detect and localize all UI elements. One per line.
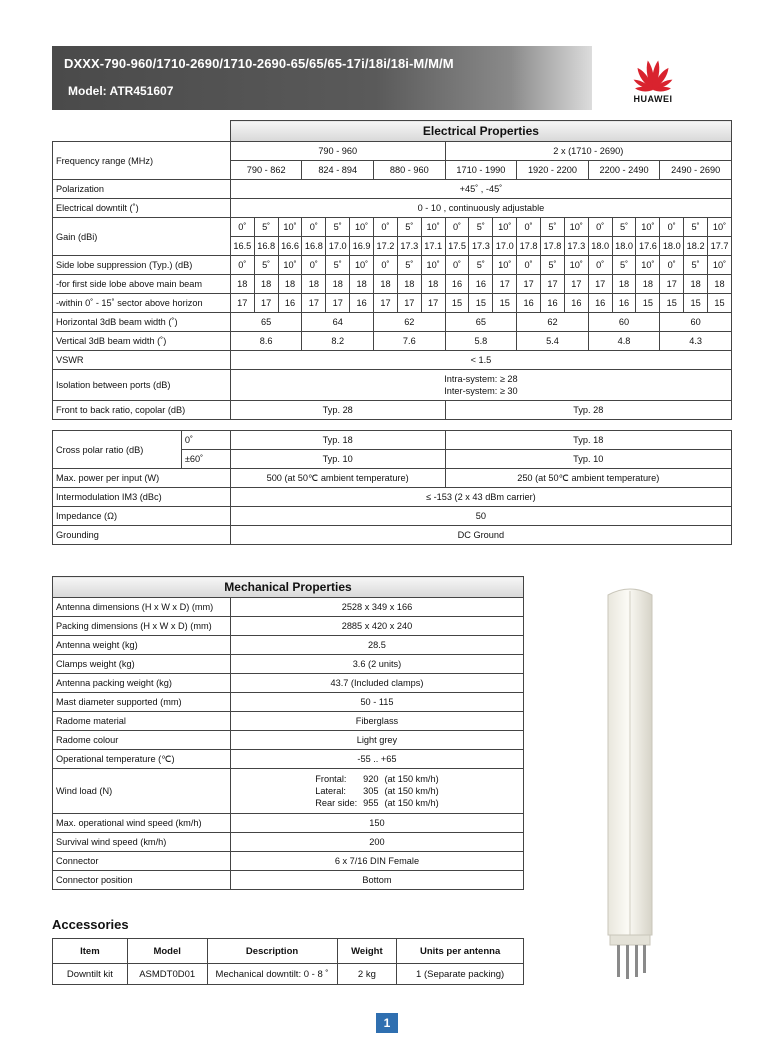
vswr-label: VSWR (53, 351, 231, 370)
gain-value: 18.0 (588, 237, 612, 256)
power-low: 500 (at 50℃ ambient temperature) (230, 469, 445, 488)
mech-row (53, 598, 524, 617)
acc-units: 1 (Separate packing) (397, 964, 524, 985)
sls-value: 18 (230, 275, 254, 294)
tilt-value: 0˚ (374, 256, 398, 275)
tilt-value: 10˚ (421, 218, 445, 237)
mech-label: Clamps weight (kg) (53, 655, 231, 674)
sls-value: 17 (421, 294, 445, 313)
sls-value: 16 (541, 294, 565, 313)
tilt-value: 10˚ (278, 218, 302, 237)
vbw-label: Vertical 3dB beam width (˚) (53, 332, 231, 351)
tilt-value: 0˚ (588, 256, 612, 275)
gain-value: 16.9 (350, 237, 374, 256)
sls-value: 18 (684, 275, 708, 294)
tilt-value: 5˚ (469, 256, 493, 275)
hbw-value: 62 (517, 313, 589, 332)
xpol-label: Cross polar ratio (dB) (53, 431, 182, 469)
mech-label: Radome material (53, 712, 231, 731)
sls-value: 18 (612, 275, 636, 294)
mech-value: 50 - 115 (230, 693, 523, 712)
hbw-value: 65 (230, 313, 302, 332)
tilt-value: 10˚ (564, 218, 588, 237)
wind-load-k: Rear side: (315, 798, 358, 808)
sub-band: 790 - 862 (230, 161, 302, 180)
mech-row (53, 814, 524, 833)
xpol-0-low: Typ. 18 (230, 431, 445, 450)
antenna-illustration (600, 585, 660, 995)
huawei-petals-icon (618, 50, 688, 94)
wind-load-c: (at 150 km/h) (384, 798, 439, 808)
electrical-properties-table-lower (52, 430, 732, 545)
tilt-value: 0˚ (374, 218, 398, 237)
tilt-value: 0˚ (588, 218, 612, 237)
mech-value: Light grey (230, 731, 523, 750)
mech-value: 200 (230, 833, 523, 852)
tilt-value: 5˚ (326, 218, 350, 237)
sls-value: 16 (445, 275, 469, 294)
tilt-value: 0˚ (660, 218, 684, 237)
gain-value: 17.5 (445, 237, 469, 256)
acc-header-description: Description (207, 939, 337, 964)
sub-band: 2490 - 2690 (660, 161, 732, 180)
electrical-title: Electrical Properties (230, 121, 731, 142)
accessories-title: Accessories (52, 917, 129, 932)
electrical-properties-table (52, 120, 732, 420)
mech-label: Antenna dimensions (H x W x D) (mm) (53, 598, 231, 617)
tilt-value: 5˚ (612, 218, 636, 237)
tilt-value: 0˚ (230, 256, 254, 275)
vbw-value: 4.3 (660, 332, 732, 351)
vbw-value: 5.8 (445, 332, 517, 351)
sub-band: 880 - 960 (374, 161, 446, 180)
mech-label: Operational temperature (℃) (53, 750, 231, 769)
gain-value: 16.6 (278, 237, 302, 256)
mech-row (53, 871, 524, 890)
acc-header-item: Item (53, 939, 128, 964)
sls-value: 15 (493, 294, 517, 313)
mech-value: 150 (230, 814, 523, 833)
mech-row (53, 712, 524, 731)
sls-value: 17 (564, 275, 588, 294)
isolation-label: Isolation between ports (dB) (53, 370, 231, 401)
sls-value: 15 (469, 294, 493, 313)
acc-header-model: Model (127, 939, 207, 964)
sls-value: 18 (326, 275, 350, 294)
im3-value: ≤ -153 (2 x 43 dBm carrier) (230, 488, 731, 507)
sls-value: 18 (254, 275, 278, 294)
wind-load-v: 305 (363, 786, 379, 796)
sls-value: 17 (326, 294, 350, 313)
hbw-value: 62 (374, 313, 446, 332)
xpol-angle-0: 0˚ (181, 431, 230, 450)
mech-value: Fiberglass (230, 712, 523, 731)
gain-value: 18.2 (684, 237, 708, 256)
vbw-value: 5.4 (517, 332, 589, 351)
isolation-intra: Intra-system: ≥ 28 (444, 374, 518, 384)
tilt-value: 0˚ (660, 256, 684, 275)
gain-value: 16.8 (254, 237, 278, 256)
gain-value: 17.8 (541, 237, 565, 256)
mech-value: 43.7 (Included clamps) (230, 674, 523, 693)
im3-label: Intermodulation IM3 (dBc) (53, 488, 231, 507)
impedance-label: Impedance (Ω) (53, 507, 231, 526)
gain-value: 17.3 (397, 237, 421, 256)
tilt-value: 0˚ (445, 256, 469, 275)
mechanical-properties-table (52, 576, 524, 890)
gain-value: 16.8 (302, 237, 326, 256)
tilt-value: 10˚ (350, 218, 374, 237)
xpol-60-high: Typ. 10 (445, 450, 732, 469)
tilt-value: 0˚ (517, 256, 541, 275)
gain-value: 18.0 (660, 237, 684, 256)
sls-value: 18 (278, 275, 302, 294)
gain-value: 17.8 (517, 237, 541, 256)
mech-label: Mast diameter supported (mm) (53, 693, 231, 712)
acc-description: Mechanical downtilt: 0 - 8 ˚ (207, 964, 337, 985)
sls-value: 17 (374, 294, 398, 313)
sls-value: 18 (636, 275, 660, 294)
sls-value: 17 (517, 275, 541, 294)
isolation-inter: Inter-system: ≥ 30 (444, 386, 518, 396)
sub-band: 1920 - 2200 (517, 161, 589, 180)
wind-load-label: Wind load (N) (53, 769, 231, 814)
vbw-value: 4.8 (588, 332, 660, 351)
sls-value: 17 (493, 275, 517, 294)
tilt-value: 5˚ (254, 218, 278, 237)
header-banner (52, 46, 592, 110)
gain-value: 17.7 (708, 237, 732, 256)
mech-value: 2528 x 349 x 166 (230, 598, 523, 617)
ftb-label: Front to back ratio, copolar (dB) (53, 401, 231, 420)
tilt-value: 5˚ (684, 218, 708, 237)
mech-value: -55 .. +65 (230, 750, 523, 769)
hbw-label: Horizontal 3dB beam width (˚) (53, 313, 231, 332)
tilt-value: 0˚ (445, 218, 469, 237)
sls-value: 16 (517, 294, 541, 313)
tilt-value: 5˚ (469, 218, 493, 237)
acc-header-units: Units per antenna (397, 939, 524, 964)
tilt-value: 5˚ (612, 256, 636, 275)
mech-value: 6 x 7/16 DIN Female (230, 852, 523, 871)
mech-label: Antenna packing weight (kg) (53, 674, 231, 693)
band1: 790 - 960 (230, 142, 445, 161)
sls-label: Side lobe suppression (Typ.) (dB) (53, 256, 231, 275)
polarization-value: +45˚ , -45˚ (230, 180, 731, 199)
vbw-value: 8.2 (302, 332, 374, 351)
tilt-value: 5˚ (397, 218, 421, 237)
tilt-value: 0˚ (517, 218, 541, 237)
mech-row (53, 833, 524, 852)
power-high: 250 (at 50℃ ambient temperature) (445, 469, 732, 488)
vbw-value: 8.6 (230, 332, 302, 351)
band2: 2 x (1710 - 2690) (445, 142, 731, 161)
sls-value: 16 (278, 294, 302, 313)
sls-value: 17 (230, 294, 254, 313)
model-label: Model: ATR451607 (68, 84, 174, 98)
hbw-value: 64 (302, 313, 374, 332)
vbw-value: 7.6 (374, 332, 446, 351)
tilt-value: 10˚ (636, 256, 660, 275)
tilt-value: 5˚ (541, 256, 565, 275)
freq-label: Frequency range (MHz) (53, 142, 231, 180)
sls-row1-label: -for first side lobe above main beam (53, 275, 231, 294)
xpol-0-high: Typ. 18 (445, 431, 732, 450)
brand-name: HUAWEI (633, 94, 673, 104)
sls-value: 18 (708, 275, 732, 294)
mech-row (53, 750, 524, 769)
mech-value: 2885 x 420 x 240 (230, 617, 523, 636)
tilt-value: 10˚ (421, 256, 445, 275)
gain-value: 17.0 (493, 237, 517, 256)
mech-label: Survival wind speed (km/h) (53, 833, 231, 852)
gain-label: Gain (dBi) (53, 218, 231, 256)
sls-value: 16 (612, 294, 636, 313)
tilt-value: 10˚ (493, 256, 517, 275)
acc-weight: 2 kg (337, 964, 397, 985)
tilt-value: 0˚ (230, 218, 254, 237)
sub-band: 2200 - 2490 (588, 161, 660, 180)
tilt-value: 10˚ (708, 218, 732, 237)
mech-row (53, 655, 524, 674)
gain-value: 17.0 (326, 237, 350, 256)
downtilt-value: 0 - 10 , continuously adjustable (230, 199, 731, 218)
sls-row2-label: -within 0˚ - 15˚ sector above horizon (53, 294, 231, 313)
gain-value: 17.1 (421, 237, 445, 256)
mech-label: Connector position (53, 871, 231, 890)
wind-load-v: 920 (363, 774, 379, 784)
tilt-value: 10˚ (564, 256, 588, 275)
tilt-value: 10˚ (708, 256, 732, 275)
mech-value: 3.6 (2 units) (230, 655, 523, 674)
power-label: Max. power per input (W) (53, 469, 231, 488)
polarization-label: Polarization (53, 180, 231, 199)
tilt-value: 10˚ (493, 218, 517, 237)
sls-value: 18 (421, 275, 445, 294)
gain-value: 18.0 (612, 237, 636, 256)
mechanical-title: Mechanical Properties (53, 577, 524, 598)
mech-label: Packing dimensions (H x W x D) (mm) (53, 617, 231, 636)
mech-value: Bottom (230, 871, 523, 890)
tilt-value: 5˚ (684, 256, 708, 275)
sls-value: 17 (397, 294, 421, 313)
mech-value: 28.5 (230, 636, 523, 655)
sub-band: 824 - 894 (302, 161, 374, 180)
mech-label: Connector (53, 852, 231, 871)
wind-load-c: (at 150 km/h) (384, 786, 439, 796)
tilt-value: 5˚ (397, 256, 421, 275)
hbw-value: 65 (445, 313, 517, 332)
mech-row (53, 852, 524, 871)
wind-load-k: Lateral: (315, 786, 346, 796)
hbw-value: 60 (660, 313, 732, 332)
vswr-value: < 1.5 (230, 351, 731, 370)
wind-load-row (53, 769, 524, 814)
sls-value: 16 (588, 294, 612, 313)
mech-row (53, 617, 524, 636)
mech-label: Radome colour (53, 731, 231, 750)
sls-value: 17 (541, 275, 565, 294)
tilt-value: 10˚ (636, 218, 660, 237)
gain-value: 17.2 (374, 237, 398, 256)
sls-value: 15 (684, 294, 708, 313)
sls-value: 16 (564, 294, 588, 313)
impedance-value: 50 (230, 507, 731, 526)
sls-value: 16 (469, 275, 493, 294)
sls-value: 17 (660, 275, 684, 294)
ftb-high: Typ. 28 (445, 401, 731, 420)
mech-label: Antenna weight (kg) (53, 636, 231, 655)
tilt-value: 0˚ (302, 218, 326, 237)
wind-load-k: Frontal: (315, 774, 347, 784)
grounding-label: Grounding (53, 526, 231, 545)
sls-value: 15 (708, 294, 732, 313)
sls-value: 18 (397, 275, 421, 294)
tilt-value: 5˚ (254, 256, 278, 275)
mech-label: Max. operational wind speed (km/h) (53, 814, 231, 833)
sls-value: 18 (374, 275, 398, 294)
gain-value: 17.3 (469, 237, 493, 256)
sls-value: 15 (445, 294, 469, 313)
sls-value: 15 (660, 294, 684, 313)
acc-item: Downtilt kit (53, 964, 128, 985)
hbw-value: 60 (588, 313, 660, 332)
huawei-logo (618, 50, 688, 110)
xpol-60-low: Typ. 10 (230, 450, 445, 469)
mech-row (53, 731, 524, 750)
xpol-angle-60: ±60˚ (181, 450, 230, 469)
acc-header-weight: Weight (337, 939, 397, 964)
sls-value: 18 (350, 275, 374, 294)
sls-value: 17 (588, 275, 612, 294)
ftb-low: Typ. 28 (230, 401, 445, 420)
sls-value: 17 (254, 294, 278, 313)
wind-load-v: 955 (363, 798, 379, 808)
downtilt-label: Electrical downtilt (˚) (53, 199, 231, 218)
accessories-table (52, 938, 524, 985)
grounding-value: DC Ground (230, 526, 731, 545)
tilt-value: 10˚ (278, 256, 302, 275)
sls-value: 17 (302, 294, 326, 313)
gain-value: 17.3 (564, 237, 588, 256)
sls-value: 18 (302, 275, 326, 294)
sub-band: 1710 - 1990 (445, 161, 517, 180)
gain-value: 16.5 (230, 237, 254, 256)
gain-value: 17.6 (636, 237, 660, 256)
product-title: DXXX-790-960/1710-2690/1710-2690-65/65/65-17i/18i/18i-M/M/M (64, 56, 454, 71)
tilt-value: 0˚ (302, 256, 326, 275)
tilt-value: 5˚ (541, 218, 565, 237)
page-number: 1 (376, 1013, 398, 1033)
acc-model: ASMDT0D01 (127, 964, 207, 985)
mech-row (53, 636, 524, 655)
sls-value: 15 (636, 294, 660, 313)
tilt-value: 5˚ (326, 256, 350, 275)
tilt-value: 10˚ (350, 256, 374, 275)
mech-row (53, 693, 524, 712)
sls-value: 16 (350, 294, 374, 313)
wind-load-c: (at 150 km/h) (384, 774, 439, 784)
mech-row (53, 674, 524, 693)
